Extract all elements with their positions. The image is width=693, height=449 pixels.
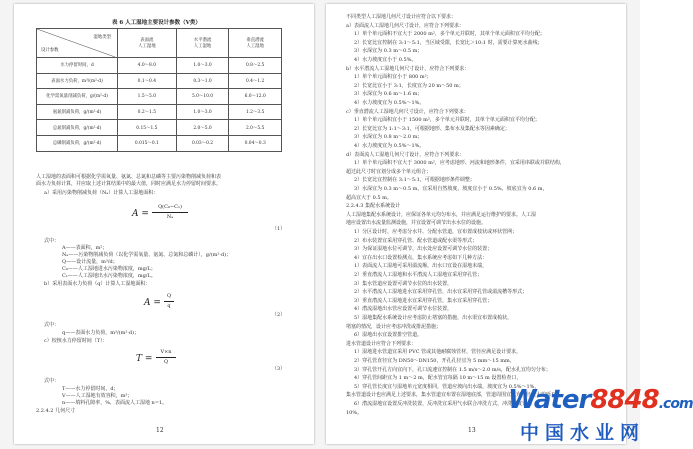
text-line: 4）潜流湿地出水管应设置可调节水位装置，	[354, 306, 453, 313]
header-col-surface: 表面流 人工湿地	[118, 29, 177, 58]
eq-numerator: Q(C₀−C₁)	[158, 204, 182, 210]
text-line: 2）长宽比宜小于 3:1，长度宜为 20 m～50 m；	[354, 82, 464, 89]
where-line: T——水力停留时间，d；	[62, 386, 119, 392]
row-value: 0.3～1.0	[176, 73, 229, 89]
table-row	[37, 73, 282, 89]
text-line: 2.2.4.3 集配水系统设计	[346, 203, 401, 210]
where-line: A——表面积，m²；	[62, 245, 108, 251]
row-value: 4.0～8.0	[118, 58, 177, 74]
text-line: d）表面流人工湿地几何尺寸设计，应符合下列要求：	[346, 151, 465, 158]
right-page	[326, 4, 626, 444]
text-line: 4）穿孔管间距宜为 1 m～2 m，配水管宜每隔 10 m～15 m 设置检查口，	[354, 375, 522, 382]
where-line: V——人工湿地有效容积，m³；	[62, 393, 133, 399]
watermark-cn-name: 中国水业网	[520, 422, 646, 444]
header-param-label: 设计参数	[41, 48, 59, 53]
text-line: 2）长宽比宜控制在 3:1～5:1，可根据地形条件调整；	[354, 177, 475, 184]
row-value: 0.1～0.4	[118, 73, 177, 89]
text-line: 3）水深宜为 0.6 m～1.6 m；	[354, 91, 423, 98]
text-line: 2）穿孔管直径宜为 DN50～DN150，开孔孔径宜为 5 mm～15 mm，	[354, 358, 515, 364]
brand-number: 8848	[590, 385, 659, 415]
design-parameter-table	[36, 28, 282, 152]
text-line: 3）为保证湿地水位可调节，出水处应设置可调节水位的装置；	[354, 246, 493, 253]
row-value: 1.0～3.0	[176, 58, 229, 74]
section-heading: 2.2.4.2 几何尺寸	[36, 408, 76, 414]
row-value: 0.4～1.2	[229, 73, 282, 89]
text-line: 3）穿孔管开孔方向宜向下，孔口流速宜控制在 1.5 m/s～2.0 m/s，配水孔宜均匀分布；	[354, 366, 551, 373]
row-value: 5.0～10.0	[176, 89, 229, 105]
page-number: 12	[156, 427, 164, 434]
table-caption: 表 6 人工湿地主要设计参数（Ⅴ类）	[112, 20, 201, 26]
text-line: 2）垂直潜流人工湿地和水平潜流人工湿地宜采用穿孔管；	[354, 272, 483, 278]
row-value: 1.2～3.5	[229, 104, 282, 120]
where-label: 式中：	[44, 378, 60, 384]
where-label: 式中：	[44, 322, 60, 328]
where-line: Q——设计流量，m³/d；	[62, 259, 118, 265]
fraction-bar	[164, 301, 174, 302]
row-param: 总氮削减负荷，g/(m²·d)	[37, 120, 118, 136]
text-line: 不同类型人工湿地几何尺寸设计应符合以下要求：	[346, 14, 457, 20]
where-line: C₁——人工湿地出水污染物浓度，mg/L。	[62, 273, 156, 279]
eq-number: （2）	[272, 312, 286, 318]
row-param: 氨氮削减负荷，g/(m²·d)	[37, 104, 118, 120]
text-line: 4）水力坡度宜为 0.5%～1%。	[354, 100, 425, 106]
text-line: 3）集水管道应设置可调节水位的出水装置，	[354, 280, 453, 287]
text-line: 1）单个单元面积宜小于 1500 m²，多个单元并联时，其单个单元面积宜平均分配；	[354, 117, 540, 124]
eq-numerator: Q	[166, 293, 172, 299]
table-row	[37, 120, 282, 136]
row-param: 化学需氧量削减负荷，g/(m²·d)	[37, 89, 118, 105]
text-line: 人工湿地集配水系统设计，应保证各单元均匀布水，并应满足运行维护的要求。人工湿	[346, 211, 537, 218]
text-line: 3）水深宜为 0.8 m～2.0 m；	[354, 134, 423, 141]
eq-denominator: Nₐ	[166, 214, 174, 220]
row-value: 6.0～12.0	[229, 89, 282, 105]
text-line: a）表面流人工湿地几何尺寸设计，应符合下列要求：	[346, 22, 464, 29]
paragraph: 面水力负荷计算，并应取上述计算结果中的最大值，同时应满足水力停留时间要求。	[36, 181, 222, 187]
where-line: C₀——人工湿地进水污染物浓度，mg/L；	[62, 266, 156, 272]
row-param: 表面水力负荷，m³/(m²·d)	[37, 73, 118, 89]
eq-denominator: q	[167, 303, 171, 309]
row-value: 1.0～3.0	[176, 104, 229, 120]
text-line: 1）单个单元面积不宜大于 2000 m²，多个单元并联时，其单个单元面积宜平均分配；	[354, 31, 545, 38]
left-page: 表 6 人工湿地主要设计参数（Ⅴ类） 湿地类型 设计参数 表面流 人工湿地 水平潜流 人工湿地 垂直潜流 人工湿地 水力停留时间，d 4.0～8.0 1.0～3.0 0.8～2.5 表面水力负荷，m³/(m²·d) 0.1～0.4 0.3～1.0 0.4～1.2 化学需氧量削减负荷，g/(m²·d) 1.5～5.0 5.0～10.0 6.0～12.0 氨氮削减负荷，g/(m²·d) 0.2～1.5 1.0～3.0 1.2～3.5 总氮削减负荷，g/(m²·d) 0.15～1.5 2.0～5.0 2.0～5.5 总磷削减负荷，g/(m²·d) 0.015～0.1 0.03～0.2 0.04～0.3 人工湿地的表面积可根据化学需氧量、氨氮、总氮和总磷等主要污染物削减负荷和表 面水力负荷计算，并应取上述计算结果中的最大值，同时应满足水力停留时间要求。 a）采用污染物削减负荷（Nₐ）计算人工湿地面积： A = Q(C₀−C₁) Nₐ （1） 式中： A——表面积，m²； Nₐ——污染物削减负荷（以化学需氧量、氨氮、总氮和总磷计），g/(m²·d)； Q——设计流量，m³/d； C₀——人工湿地进水污染物浓度，mg/L； C₁——人工湿地出水污染物浓度，mg/L。 b）采用表面水力负荷（q）计算人工湿地面积： A = Q q （2） 式中： q——表面水力负荷，m³/(m²·d)； c）校核水力停留时间（T）： T = V×n Q （3） 式中： T——水力停留时间，d； V——人工湿地有效容积，m³； n——填料孔隙率，%，表面流人工湿地 n=1。 2.2.4.2 几何尺寸 12	[14, 4, 314, 444]
where-label: 式中：	[44, 238, 60, 244]
row-param: 水力停留时间，d	[37, 58, 118, 74]
row-param: 总磷削减负荷，g/(m²·d)	[37, 135, 118, 151]
text-line: 1）分区设计时，应考虑分水井、分配水管道，宜布置成枝状或环状管网；	[354, 229, 518, 235]
eq-lhs: T	[136, 354, 143, 364]
text-line: 6）潜流湿地宜设置反冲洗装置，反冲洗宜采用气水联合冲洗方式，冲洗强度宜为	[354, 401, 533, 407]
text-line: 3）垂直潜流人工湿地进水宜采用穿孔管，集水宜采用穿孔管；	[354, 297, 493, 304]
table-row	[37, 104, 282, 120]
eq-number: （1）	[272, 226, 286, 232]
text-line: 1）湿地进水管道宜采用 PVC 管或其他耐腐蚀管材，管径应满足设计要求，	[354, 349, 522, 356]
header-col-vertical: 垂直潜流 人工湿地	[229, 29, 282, 58]
watermark-brand	[508, 385, 693, 415]
eq-numerator: V×n	[160, 349, 172, 355]
text-line: 4）宜在出水口设置检测点，集水系统应考虑如下几种方法：	[354, 254, 488, 261]
list-item: c）校核水力停留时间（T）：	[44, 338, 108, 344]
text-line: 2）长宽比宜控制在 3:1～5:1，当区域受限，长宽比＞10:1 时，需要计算死水曲线；	[354, 39, 543, 46]
row-value: 2.0～5.0	[176, 120, 229, 136]
text-line: 2）水平潜流人工湿地进水宜采用穿孔管，出水宜采用穿孔管或溢流槽等形式；	[354, 289, 528, 296]
text-line: 4）水力坡度宜小于 0.5%。	[354, 57, 417, 63]
paragraph: 人工湿地的表面积可根据化学需氧量、氨氮、总氮和总磷等主要污染物削减负荷和表	[36, 174, 222, 180]
fraction-bar	[152, 212, 188, 213]
text-line: 超过此尺寸时宜划分成多个单元组合；	[346, 168, 432, 175]
brand-suffix: .com	[658, 396, 693, 412]
text-line: 5）湿地集配水系统设计应考虑防止堵塞的措施，出水渠宜布置成梳状，	[354, 315, 513, 321]
text-line: 10%。	[346, 409, 363, 416]
row-value: 0.015～0.1	[118, 135, 177, 151]
text-line: 3）水深宜为 0.3 m～0.5 m，宜采用自然坡度，坡度宜小于 0.5%，坡底宜为 0.6 m，	[354, 186, 548, 192]
row-value: 2.0～5.5	[229, 120, 282, 136]
text-line: 4）水力坡度宜为 0.5%～1%。	[354, 143, 425, 149]
eq-denominator: Q	[163, 359, 169, 365]
text-line: 1）单个单元面积宜小于 800 m²；	[354, 74, 432, 81]
watermark-logo	[500, 385, 693, 445]
text-line: 6）湿地出水宜设置排空管道。	[354, 332, 423, 339]
text-line: 集水管道设计也应满足上述要求，集水管道宜布置在湿地底部，管道周围宜填充粒径较大的砾石，	[346, 392, 562, 399]
text-line: b）水平潜流人工湿地几何尺寸设计，应符合下列要求：	[346, 65, 470, 72]
eq-lhs: A	[132, 209, 139, 219]
text-line: 5）穿孔管长度宜与湿地单元宽度相同，管道应坡向出水端，坡度宜为 0.5%～1%，	[354, 383, 540, 390]
text-line: 3）水深宜为 0.3 m～0.5 m；	[354, 48, 423, 55]
text-line: 1）单个单元面积不宜大于 3000 m²，应考虑地形、河流和地形条件，宜采用串联或并联结构，	[354, 160, 565, 167]
brand-water: Water	[508, 385, 591, 415]
where-line: q——表面水力负荷，m³/(m²·d)；	[62, 330, 140, 336]
where-line: Nₐ——污染物削减负荷（以化学需氧量、氨氮、总氮和总磷计），g/(m²·d)；	[62, 252, 232, 258]
text-line: 2）布水装置宜采用穿孔管、配水管道或配水渠等形式；	[354, 237, 478, 244]
table-header-diagonal-cell	[37, 29, 118, 58]
row-value: 0.2～1.5	[118, 104, 177, 120]
row-value: 0.8～2.5	[229, 58, 282, 74]
list-item: b）采用表面水力负荷（q）计算人工湿地面积：	[44, 281, 151, 287]
row-value: 0.15～1.5	[118, 120, 177, 136]
text-line: 2）长宽比宜为 1:1～3:1，可根据地形、集布水及集配水等因素确定；	[354, 125, 510, 132]
text-line: 堵塞的情况，设计应考虑冲洗或排泥措施；	[346, 323, 442, 330]
row-value: 0.03～0.2	[176, 135, 229, 151]
where-line: n——填料孔隙率，%，表面流人工湿地 n=1。	[62, 400, 168, 406]
text-line: c）垂直潜流人工湿地几何尺寸设计，应符合下列要求：	[346, 108, 469, 115]
page-number: 13	[468, 427, 476, 434]
table-row	[37, 58, 282, 74]
header-col-horizontal: 水平潜流 人工湿地	[176, 29, 229, 58]
header-type-label: 湿地类型	[93, 35, 111, 40]
text-line: 进水管道设计应符合下列要求：	[346, 340, 417, 347]
text-line: 1）表面流人工湿地可采用溢流堰，出水口宜设在湿地末端，	[354, 263, 488, 270]
eq-lhs: A	[144, 298, 151, 308]
row-value: 0.04～0.3	[229, 135, 282, 151]
table-row	[37, 135, 282, 151]
text-line: 地应设置出水流量监测设施，并宜设置可调节出水水位的设施。	[346, 220, 487, 227]
eq-number: （3）	[272, 366, 286, 372]
list-item: a）采用污染物削减负荷（Nₐ）计算人工湿地面积：	[44, 190, 159, 196]
text-line: 超高宜大于 0.5 m。	[346, 194, 392, 201]
table-row	[37, 89, 282, 105]
fraction-bar	[156, 357, 176, 358]
row-value: 1.5～5.0	[118, 89, 177, 105]
